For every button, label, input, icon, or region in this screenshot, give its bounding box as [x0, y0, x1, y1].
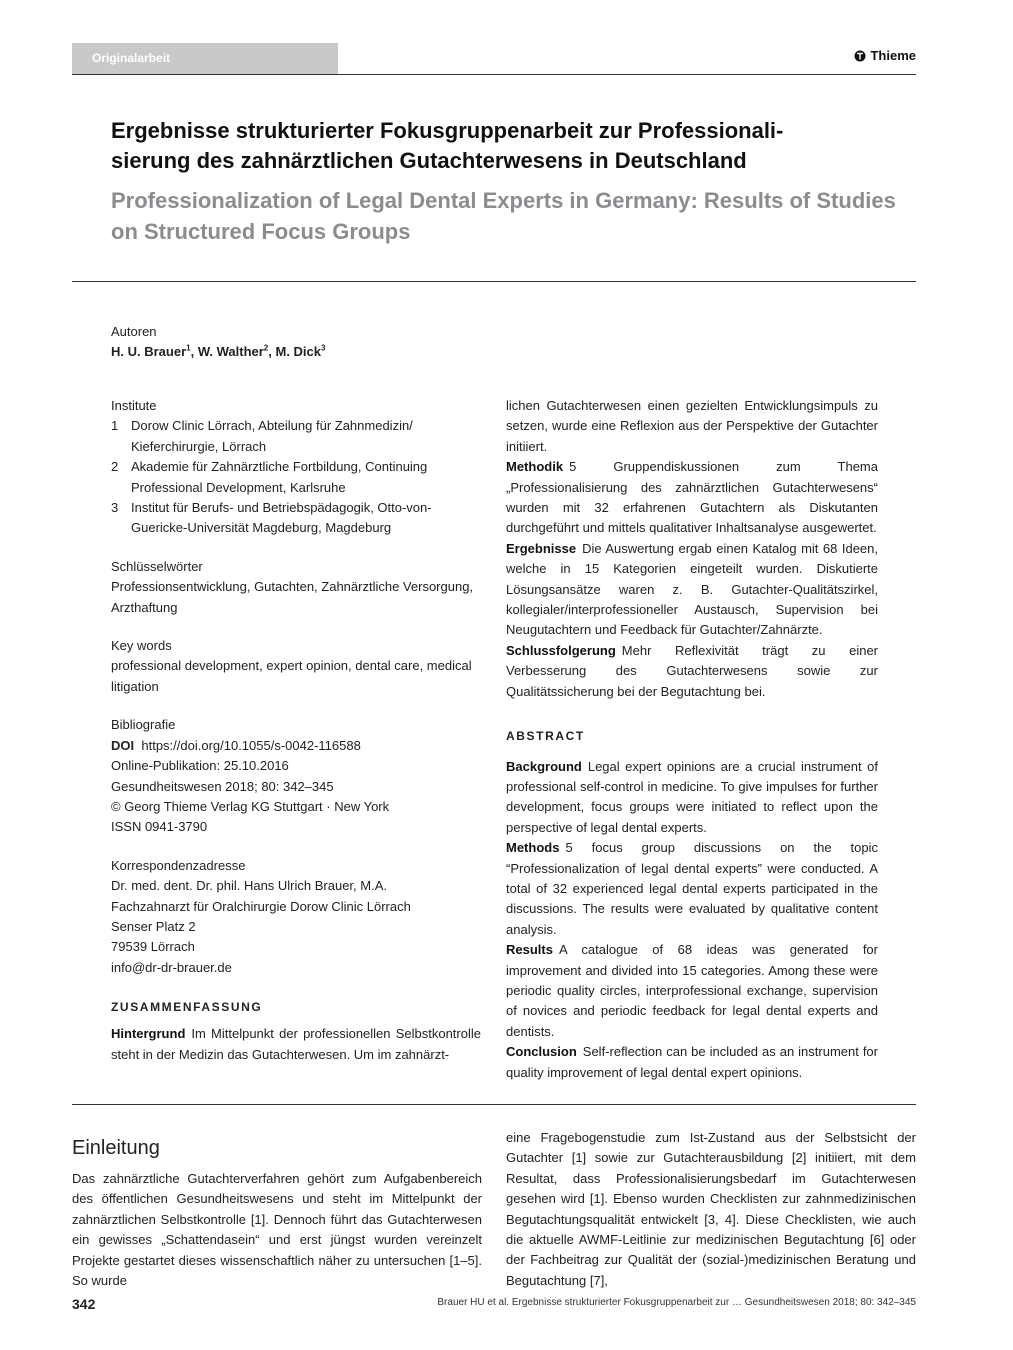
correspondence-line: Senser Platz 2 — [111, 918, 196, 934]
institute-label: Institute — [111, 398, 157, 413]
bibliografie-label: Bibliografie — [111, 717, 176, 733]
conclusion-paragraph: Conclusion Self-reflection can be included as an instrument for quality improvement of legal dental expert opinions. — [506, 1044, 878, 1080]
online-publication: Online-Publikation: 25.10.2016 — [111, 758, 289, 774]
title-de-line2: sierung des zahnärztlichen Gutachterwesens in Deutschland — [111, 148, 747, 173]
ergebnisse-paragraph: Ergebnisse Die Auswertung ergab einen Katalog mit 68 Ideen, welche in 15 Kategorien eingeteilt wurden. Diskutierte Lösungsansätze waren z. B. Gutachter-Qualitätszirkel, kollegialer/interprofessioneller Austausch, Supervision bei Neugutachtern und Feedback für Gutachter/Zahnärzte. — [506, 540, 878, 638]
brand-name: Thieme — [870, 48, 916, 63]
abstract-divider — [72, 1104, 916, 1105]
methods-paragraph: Methods 5 focus group discussions on the topic “Professionalization of legal dental experts” were conducted. A total of 32 experienced legal dental experts participated in the discussions. The results were evaluated by qualitative content analysis. — [506, 840, 878, 937]
author-name: M. Dick — [275, 344, 321, 359]
doi-line: DOI https://doi.org/10.1055/s-0042-116588 — [111, 737, 361, 753]
correspondence-line: Dr. med. dent. Dr. phil. Hans Ulrich Brauer, M.A. — [111, 878, 387, 894]
einleitung-heading: Einleitung — [72, 1137, 160, 1159]
hintergrund-paragraph: Hintergrund Im Mittelpunkt der professionellen Selbstkontrolle steht in der Medizin das Gutachterwesen. Um im zahnärzt- — [111, 1026, 481, 1062]
header-rule — [72, 74, 916, 75]
hintergrund-continued: lichen Gutachterwesen einen gezielten Entwicklungsimpuls zu setzen, wurde eine Reflexion aus der Perspektive der Gutachter initiiert. — [506, 398, 878, 454]
left-column — [111, 396, 481, 1065]
correspondence-line: 79539 Lörrach — [111, 939, 195, 955]
article-title-german: Ergebnisse strukturierter Fokusgruppenarbeit zur Professionali- sierung des zahnärztlichen Gutachterwesens in Deutschland — [111, 118, 784, 173]
abstract-heading: ABSTRACT — [506, 729, 585, 744]
correspondence-label: Korrespondenzadresse — [111, 857, 246, 873]
correspondence-line: Fachzahnarzt für Oralchirurgie Dorow Clinic Lörrach — [111, 898, 411, 914]
author-name: W. Walther — [197, 344, 264, 359]
copyright: © Georg Thieme Verlag KG Stuttgart · New York — [111, 798, 390, 814]
methodik-paragraph: Methodik 5 Gruppendiskussionen zum Thema „Professionalisierung des zahnärztlichen Gutachterwesens“ wurden mit 32 erfahrenen Gutachtern als Diskutanten durchgeführt und mittels qualitativer Inhaltsanalyse ausgewertet. — [506, 459, 878, 536]
schlussfolgerung-paragraph: Schlussfolgerung Mehr Reflexivität trägt zu einer Verbesserung des Gutachterwesens sowie zur Qualitätssicherung bei der Begutachtung bei. — [506, 642, 878, 699]
einleitung-left-text: Das zahnärztliche Gutachterverfahren gehört zum Aufgabenbereich des öffentlichen Gesundheitswesens und steht im Mittelpunkt der zahnärztlichen Selbstkontrolle [1]. Dennoch führt das Gutachterwesen ein gewisses „Schattendasein“ und erst jüngst wurden vereinzelt Projekte gestartet dieses wissenschaftlich näher zu untersuchen [1–5]. So wurde — [72, 1171, 482, 1289]
keywords-de-text: Professionsentwicklung, Gutachten, Zahnärztliche Versorgung, Arzthaftung — [111, 579, 474, 615]
thieme-logo-icon — [854, 50, 866, 62]
issn: ISSN 0941-3790 — [111, 819, 208, 835]
keywords-en-text: professional development, expert opinion, dental care, medical litigation — [111, 658, 472, 694]
einleitung-right-text: eine Fragebogenstudie zum Ist-Zustand aus der Selbstsicht der Gutachter [1] sowie zur Gutachterausbildung [2] initiiert, mit dem Resultat, dass Professionalisierungsbedarf im Gutachterwesen gesehen wird [1]. Ebenso wurden Checklisten zur zahnmedizinischen Begutachtungsqualität entwickelt [3, 4]. Diese Checklisten, wie auch die aktuelle AWMF-Leitlinie zur medizinischen Begutachtung [6] oder der Fachbeitrag zur Qualität der (sozial-)medizinischen Beratung und Begutachtung [7], — [506, 1130, 916, 1288]
background-paragraph: Background Legal expert opinions are a crucial instrument of professional self-control in medicine. To give impulses for further development, focus groups were initiated to reflect upon the perspective of legal dental experts. — [506, 758, 878, 835]
keywords-en-label: Key words — [111, 638, 172, 654]
institute-item: 3 Institut für Berufs- und Betriebspädagogik, Otto-von-Guericke-Universität Magdeburg, Magdeburg — [111, 500, 432, 536]
title-divider — [72, 281, 916, 282]
article-title-english: Professionalization of Legal Dental Experts in Germany: Results of Studies on Structured Focus Groups — [111, 188, 896, 244]
institute-list — [111, 416, 481, 538]
institute-item: 2 Akademie für Zahnärztliche Fortbildung, Continuing Professional Development, Karlsruhe — [111, 459, 428, 495]
zusammenfassung-heading: ZUSAMMENFASSUNG — [111, 1000, 263, 1015]
page-number: 342 — [72, 1296, 96, 1312]
institute-item: 1 Dorow Clinic Lörrach, Abteilung für Zahnmedizin/ Kieferchirurgie, Lörrach — [111, 418, 413, 454]
results-paragraph: Results A catalogue of 68 ideas was generated for improvement and divided into 15 categories. Among these were periodic quality circles, interprofessional exchange, supervision of novices and periodic feedback for legal dental experts and dentists. — [506, 942, 878, 1039]
authors-list: H. U. Brauer$^1$, W. Walther$^2$, M. Dick$^3$ — [111, 343, 326, 359]
authors-label: Autoren — [111, 324, 157, 339]
journal-ref: Gesundheitswesen 2018; 80: 342–345 — [111, 778, 334, 794]
publisher-brand — [854, 48, 916, 63]
correspondence-email[interactable]: info@dr-dr-brauer.de — [111, 959, 232, 975]
author-name: H. U. Brauer — [111, 344, 187, 359]
doi-link[interactable]: https://doi.org/10.1055/s-0042-116588 — [141, 737, 361, 753]
footer-citation: Brauer HU et al. Ergebnisse strukturierter Fokusgruppenarbeit zur … Gesundheitswesen 2018; 80: 342–345 — [437, 1297, 916, 1308]
right-column — [506, 396, 878, 1083]
section-badge: Originalarbeit — [72, 43, 338, 74]
keywords-de-label: Schlüsselwörter — [111, 558, 203, 574]
